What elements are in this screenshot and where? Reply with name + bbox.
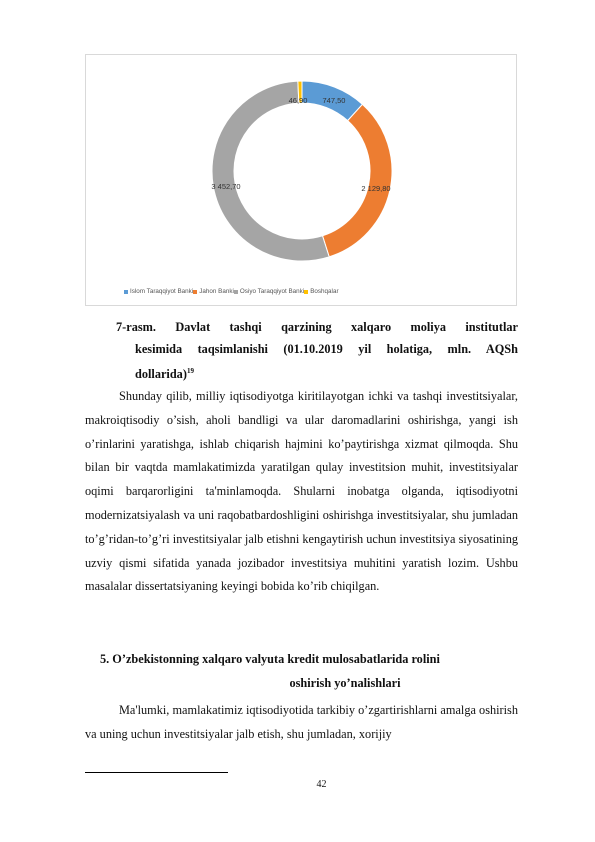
section-heading-line-1: 5. O’zbekistonning xalqaro valyuta kredit mulosabatlarida rolini <box>100 652 440 666</box>
caption-line-1: 7-rasm. Davlat tashqi qarzining xalqaro moliya institutlar <box>116 320 518 334</box>
caption-line-2: kesimida taqsimlanishi (01.10.2019 yil holatiga, mln. AQSh <box>135 342 518 356</box>
figure-caption <box>116 316 518 385</box>
legend-swatch-0 <box>124 290 128 294</box>
legend-item-2 <box>234 288 304 295</box>
chart-container <box>85 54 517 306</box>
caption-line-3 <box>116 360 518 385</box>
legend-item-3 <box>304 288 338 295</box>
legend-swatch-3 <box>304 290 308 294</box>
caption-line-3-text: dollarida) <box>135 367 187 382</box>
data-label-2: 3 452,70 <box>211 182 241 191</box>
section-heading-line-2: oshirish yo’nalishlari <box>289 676 401 690</box>
legend-label-2: Osiyo Taraqqiyot Banki <box>239 288 305 295</box>
legend-label-3: Boshqalar <box>310 288 339 295</box>
legend-item-1 <box>193 288 234 295</box>
footnote-rule <box>85 772 228 773</box>
paragraph-1 <box>85 385 518 599</box>
legend-swatch-1 <box>193 290 197 294</box>
data-label-1: 2 129,80 <box>361 184 391 193</box>
legend-label-1: Jahon Banki <box>199 288 234 295</box>
data-label-0: 747,50 <box>322 96 346 105</box>
chart-legend <box>124 288 339 295</box>
page-number: 42 <box>316 779 327 790</box>
data-label-3: 46,90 <box>288 96 308 105</box>
donut-slice-2 <box>212 81 329 261</box>
paragraph-2 <box>85 699 518 747</box>
donut-slice-1 <box>323 104 392 256</box>
paragraph-1-text: Shunday qilib, milliy iqtisodiyotga kiritilayotgan ichki va tashqi investitsiyalar, makroiqtisodiy o’sish, aholi bandligi va ular daromadlarini oshirishga, yangi ish o’rinlarini yaratishga, ishlab chiqarish hajmini ko’paytirishga xizmat qilmoqda. Shu bilan bir vaqtda mamlakatimizda yaratilgan qulay investitsion muhit, investitsiyalar oqimi barqarorligini ta'minlamoqda. Shularni inobatga olganda, iqtisodiyotni modernizatsiyalash va uni raqobatbardoshligini oshirishga investitsiyalar, shu jumladan to’g’ridan-to’g’ri investitsiyalar jalb etishni kengaytirish uchun investitsiya siyosatining uzviy qismi sifatida yanada jozibador investitsiya muhitini yaratish lozim. Ushbu masalalar dissertatsiyaning keyingi bobida ko’rib chiqilgan. <box>85 389 518 594</box>
donut-chart <box>86 55 518 307</box>
legend-item-0 <box>124 288 193 295</box>
legend-label-0: Islom Taraqqiyot Banki <box>130 288 194 295</box>
footnote-ref: 19 <box>186 367 194 375</box>
legend-swatch-2 <box>234 290 238 294</box>
paragraph-2-text: Ma'lumki, mamlakatimiz iqtisodiyotida tarkibiy o’zgartirishlarni amalga oshirish va uning uchun investitsiyalar jalb etish, shu jumladan, xorijiy <box>85 703 518 741</box>
